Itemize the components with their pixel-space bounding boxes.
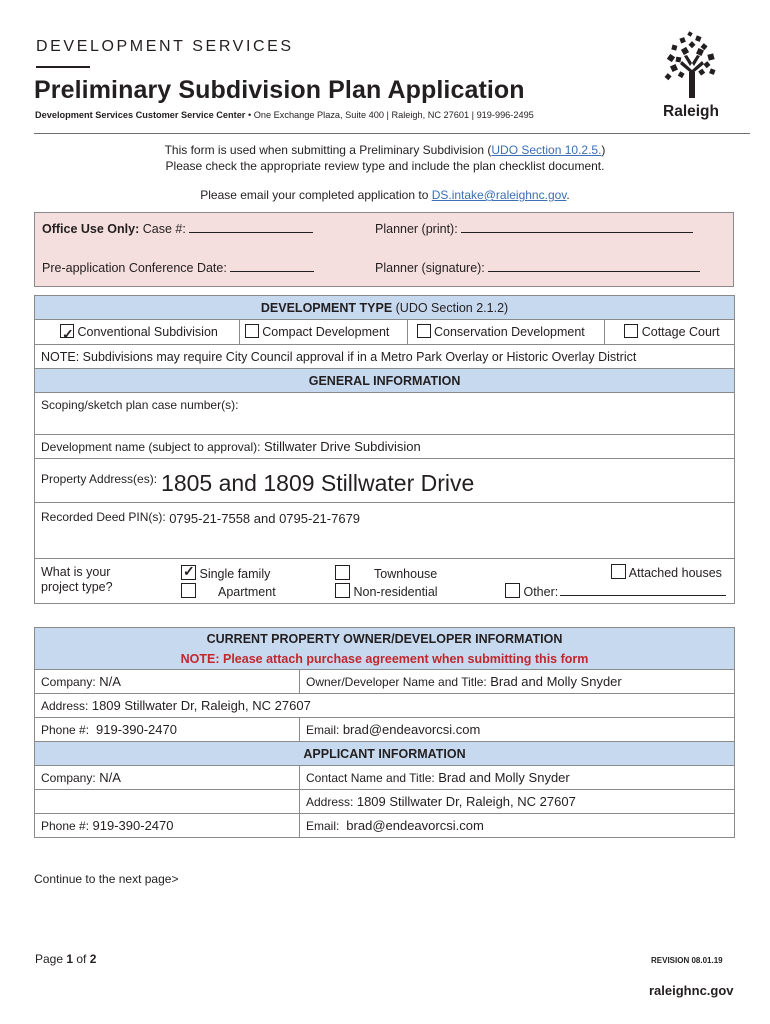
owner-phone-cell[interactable]: [35, 718, 300, 742]
page-current: 1: [66, 952, 74, 966]
applicant-phone-label: Phone #:: [41, 819, 90, 833]
owner-address-value: 1809 Stillwater Dr, Raleigh, NC 27607: [91, 698, 311, 713]
project-type-row: [35, 559, 735, 604]
development-type-options: [35, 320, 735, 345]
option-compact[interactable]: [240, 320, 408, 344]
general-information-heading: GENERAL INFORMATION: [35, 369, 735, 393]
compact-label: Compact Development: [262, 325, 390, 339]
applicant-company-cell[interactable]: [35, 766, 300, 790]
scoping-case-label: Scoping/sketch plan case number(s):: [41, 398, 239, 412]
owner-heading-cell: [35, 628, 735, 670]
owner-address-cell[interactable]: [35, 694, 735, 718]
email-instruction-end: .: [566, 188, 570, 202]
owner-name-value: Brad and Molly Snyder: [490, 674, 622, 689]
page-of: of: [73, 952, 90, 966]
cottage-court-checkbox[interactable]: [624, 324, 638, 338]
deed-pin-row[interactable]: [35, 503, 735, 559]
owner-email-cell[interactable]: [300, 718, 735, 742]
owner-company-label: Company:: [41, 675, 96, 689]
project-townhouse[interactable]: [335, 565, 437, 581]
other-field[interactable]: [560, 583, 726, 596]
attached-checkbox[interactable]: [611, 564, 626, 579]
deed-pin-label: Recorded Deed PIN(s):: [41, 510, 166, 524]
case-number-field[interactable]: [189, 220, 313, 233]
intro-line-1: [0, 143, 770, 157]
single-family-label: Single family: [199, 567, 271, 581]
service-center-line: [35, 110, 534, 120]
property-address-value: 1805 and 1809 Stillwater Drive: [161, 470, 475, 496]
owner-heading: CURRENT PROPERTY OWNER/DEVELOPER INFORMATION: [206, 631, 563, 646]
tree-icon: [662, 30, 722, 100]
applicant-contact-label: Contact Name and Title:: [306, 771, 435, 785]
project-type-label-line1: What is your: [41, 565, 111, 579]
applicant-address-cell[interactable]: [300, 790, 735, 814]
apartment-checkbox[interactable]: [181, 583, 196, 598]
applicant-company-label: Company:: [41, 771, 96, 785]
email-instruction: Please email your completed application to: [200, 188, 432, 202]
applicant-phone-value: 919-390-2470: [92, 818, 174, 833]
header-divider: [34, 133, 750, 134]
planner-signature-field[interactable]: [488, 259, 700, 272]
project-apartment[interactable]: [181, 583, 276, 599]
owner-phone-value: 919-390-2470: [96, 722, 177, 737]
applicant-email-label: Email:: [306, 819, 340, 833]
page-total: 2: [89, 952, 97, 966]
applicant-blank-cell[interactable]: [35, 790, 300, 814]
website: raleighnc.gov: [649, 983, 734, 998]
property-address-label: Property Address(es):: [41, 472, 158, 486]
applicant-contact-value: Brad and Molly Snyder: [438, 770, 570, 785]
header-rule: [36, 66, 90, 68]
deed-pin-value: 0795-21-7558 and 0795-21-7679: [169, 511, 361, 526]
intro-text: This form is used when submitting a Preliminary Subdivision (: [164, 143, 492, 157]
case-number-row: [42, 220, 313, 236]
project-single-family[interactable]: [181, 565, 270, 581]
nonresidential-label: Non-residential: [353, 585, 438, 599]
single-family-checkbox[interactable]: [181, 565, 196, 580]
option-cottage-court[interactable]: [605, 320, 734, 344]
development-type-ref: (UDO Section 2.1.2): [392, 300, 509, 315]
compact-checkbox[interactable]: [245, 324, 259, 338]
nonresidential-checkbox[interactable]: [335, 583, 350, 598]
conservation-checkbox[interactable]: [417, 324, 431, 338]
page-prefix: Page: [35, 952, 67, 966]
project-type-label: [41, 565, 113, 595]
raleigh-logo-text: Raleigh: [663, 103, 719, 120]
intro-text-close: ): [601, 143, 606, 157]
conventional-label: Conventional Subdivision: [77, 325, 218, 339]
owner-applicant-table: [34, 627, 735, 838]
project-type-label-line2: project type?: [41, 580, 113, 594]
applicant-email-value: brad@endeavorcsi.com: [346, 818, 484, 833]
page-title: Preliminary Subdivision Plan Application: [34, 76, 525, 104]
cottage-court-label: Cottage Court: [641, 325, 720, 339]
purchase-agreement-note: NOTE: Please attach purchase agreement when submitting this form: [180, 651, 589, 666]
project-nonresidential[interactable]: [335, 583, 438, 599]
case-number-label: Case #:: [139, 222, 186, 236]
development-type-heading: [35, 296, 735, 320]
raleigh-tree-logo: [662, 30, 722, 100]
development-name-label: Development name (subject to approval):: [41, 440, 261, 454]
development-name-value: Stillwater Drive Subdivision: [263, 439, 421, 454]
applicant-phone-cell[interactable]: [35, 814, 300, 838]
intake-email-link[interactable]: DS.intake@raleighnc.gov: [431, 188, 567, 202]
planner-print-field[interactable]: [461, 220, 693, 233]
owner-name-label: Owner/Developer Name and Title:: [306, 675, 487, 689]
planner-signature-row: [375, 259, 700, 275]
planner-print-row: [375, 220, 693, 236]
townhouse-checkbox[interactable]: [335, 565, 350, 580]
preapp-date-label: Pre-application Conference Date:: [42, 261, 227, 275]
townhouse-label: Townhouse: [374, 567, 438, 581]
project-attached[interactable]: [611, 564, 722, 580]
owner-email-value: brad@endeavorcsi.com: [342, 722, 481, 737]
planner-print-label: Planner (print):: [375, 222, 458, 236]
service-center-name: Development Services Customer Service Center: [35, 110, 246, 120]
service-center-contact: • One Exchange Plaza, Suite 400 | Raleigh, NC 27601 | 919-996-2495: [245, 110, 534, 120]
option-conservation[interactable]: [408, 320, 606, 344]
conservation-label: Conservation Development: [434, 325, 585, 339]
department-name: DEVELOPMENT SERVICES: [36, 38, 294, 55]
property-address-row[interactable]: [35, 459, 735, 503]
revision-date: REVISION 08.01.19: [651, 956, 723, 965]
owner-email-label: Email:: [306, 723, 340, 737]
intro-line-2: Please check the appropriate review type and include the plan checklist document.: [165, 159, 605, 173]
preapp-date-field[interactable]: [230, 259, 314, 272]
owner-company-value: N/A: [99, 674, 121, 689]
continue-note: Continue to the next page>: [34, 872, 179, 886]
planner-signature-label: Planner (signature):: [375, 261, 485, 275]
preapp-date-row: [42, 259, 314, 275]
owner-address-label: Address:: [41, 699, 89, 713]
owner-name-cell[interactable]: [300, 670, 735, 694]
intro-line-3: [0, 188, 770, 202]
applicant-heading: APPLICANT INFORMATION: [35, 742, 735, 766]
option-conventional[interactable]: [35, 320, 240, 344]
attached-label: Attached houses: [628, 566, 722, 580]
apartment-label: Apartment: [218, 585, 276, 599]
overlay-note: NOTE: Subdivisions may require City Council approval if in a Metro Park Overlay or Historic Overlay District: [35, 345, 735, 369]
development-general-table: [34, 295, 735, 604]
other-checkbox[interactable]: [505, 583, 520, 598]
conventional-checkbox[interactable]: [60, 324, 74, 338]
applicant-email-cell[interactable]: [300, 814, 735, 838]
applicant-address-label: Address:: [306, 795, 354, 809]
other-label: Other:: [523, 585, 559, 599]
page-number: [35, 952, 96, 966]
applicant-company-value: N/A: [99, 770, 121, 785]
owner-company-cell[interactable]: [35, 670, 300, 694]
development-name-row[interactable]: [35, 435, 735, 459]
owner-phone-label: Phone #:: [41, 723, 90, 737]
project-other[interactable]: [505, 583, 726, 599]
scoping-case-row[interactable]: [35, 393, 735, 435]
office-use-box: [34, 212, 734, 287]
applicant-address-value: 1809 Stillwater Dr, Raleigh, NC 27607: [356, 794, 576, 809]
development-type-title: DEVELOPMENT TYPE: [260, 300, 393, 315]
applicant-contact-cell[interactable]: [300, 766, 735, 790]
office-use-label: Office Use Only:: [42, 222, 140, 236]
udo-section-link[interactable]: UDO Section 10.2.5.: [491, 143, 602, 157]
